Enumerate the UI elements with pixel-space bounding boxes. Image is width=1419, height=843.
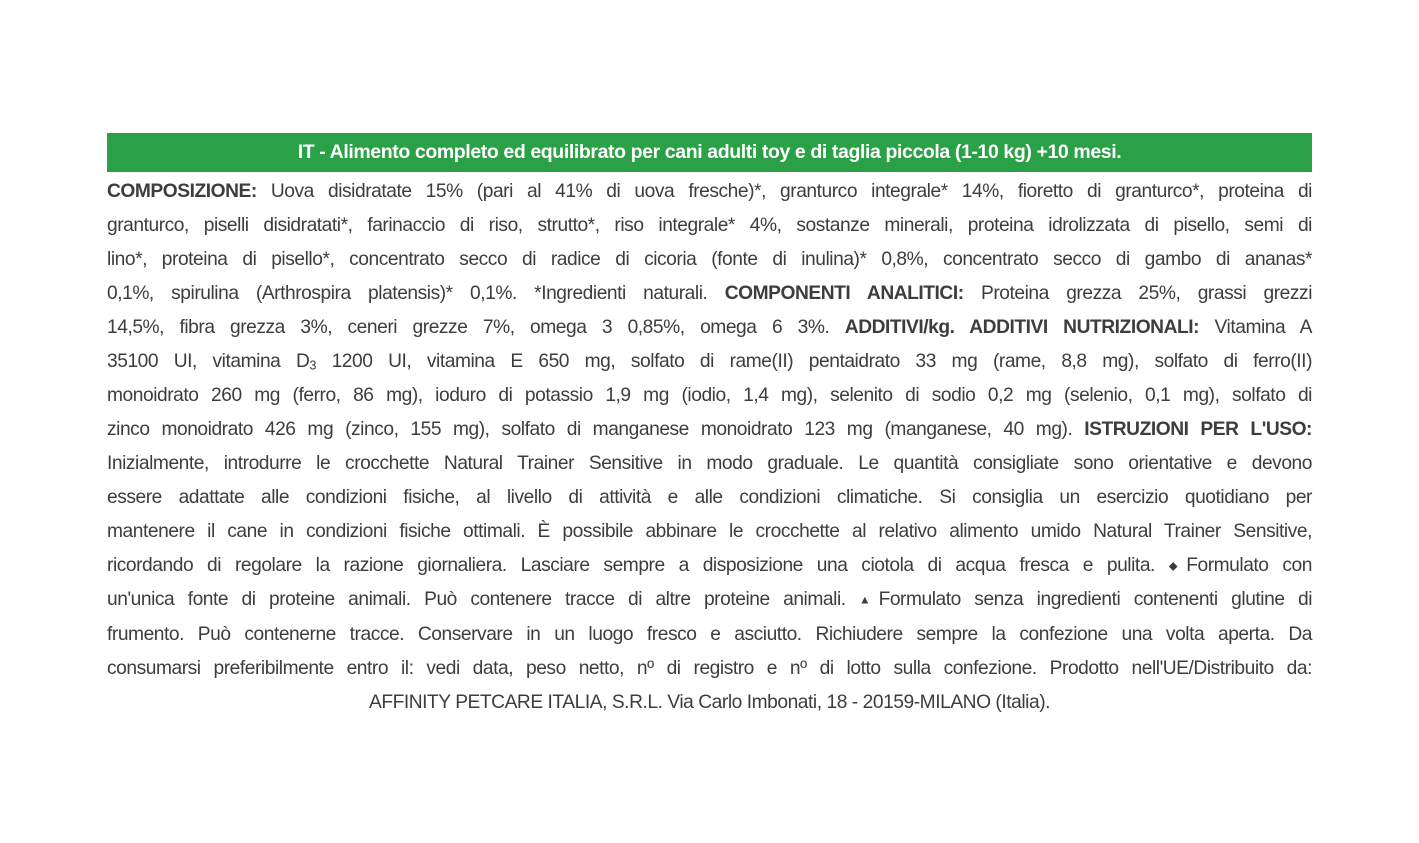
text-run: granturco, piselli disidratati*, farinaccio di riso, strutto*, riso integrale* 4%, sostanze minerali, proteina idrolizzata di pisello, semi di (107, 215, 1312, 236)
text-line (107, 481, 1312, 515)
text-run: Formulato con (1186, 555, 1312, 576)
text-run: mantenere il cane in condizioni fisiche ottimali. È possibile abbinare le crocchette al relativo alimento umido Natural Trainer Sensitive, (107, 521, 1312, 542)
text-line (107, 583, 1312, 617)
text-run: lino*, proteina di pisello*, concentrato secco di radice di cicoria (fonte di inulina)* 0,8%, concentrato secco di gambo di ananas* (107, 249, 1312, 270)
text-run: consumarsi preferibilmente entro il: vedi data, peso netto, nº di registro e nº di lotto sulla confezione. Prodotto nell'UE/Distribuito da: (107, 657, 1312, 679)
text-run: frumento. Può contenerne tracce. Conservare in un luogo fresco e asciutto. Richiudere sempre la confezione una volta aperta. Da (107, 623, 1312, 645)
text-run: essere adattate alle condizioni fisiche, al livello di attività e alle condizioni climatiche. Si consiglia un esercizio quotidiano per (107, 487, 1312, 508)
text-run: 35100 UI, vitamina D (107, 351, 310, 372)
label-body (107, 175, 1312, 720)
text-line (107, 618, 1312, 652)
section-heading-componenti: COMPONENTI ANALITICI: (724, 283, 964, 304)
text-line (107, 652, 1312, 686)
text-run: 1200 UI, vitamina E 650 mg, solfato di rame(II) pentaidrato 33 mg (rame, 8,8 mg), solfato di ferro(II) (315, 351, 1313, 372)
text-run: ricordando di regolare la razione giornaliera. Lasciare sempre a disposizione una ciotola di acqua fresca e pulita. (107, 555, 1169, 576)
text-line (107, 209, 1312, 243)
section-heading-additivi: ADDITIVI/kg. ADDITIVI NUTRIZIONALI: (844, 317, 1200, 338)
text-run: Proteina grezza 25%, grassi grezzi (963, 283, 1313, 304)
label-panel (107, 133, 1312, 720)
text-line (107, 447, 1312, 481)
text-run: zinco monoidrato 426 mg (zinco, 155 mg), solfato di manganese monoidrato 123 mg (manganese, 40 mg). (107, 419, 1085, 440)
text-line (107, 413, 1312, 447)
text-run: Inizialmente, introdurre le crocchette Natural Trainer Sensitive in modo graduale. Le quantità consigliate sono orientative e devono (107, 453, 1312, 474)
text-line (107, 515, 1312, 549)
text-run: un'unica fonte di proteine animali. Può contenere tracce di altre proteine animali. (107, 589, 860, 611)
section-heading-istruzioni: ISTRUZIONI PER L'USO: (1084, 419, 1312, 440)
banner-title: IT - Alimento completo ed equilibrato per cani adulti toy e di taglia piccola (1-10 kg) +10 mesi. (297, 141, 1122, 163)
text-run: 14,5%, fibra grezza 3%, ceneri grezze 7%, omega 3 0,85%, omega 6 3%. (107, 317, 845, 338)
text-line (107, 243, 1312, 277)
text-run: Formulato senza ingredienti contenenti glutine di (878, 589, 1313, 611)
section-heading-composizione: COMPOSIZIONE: (107, 181, 257, 202)
text-run: Vitamina A (1199, 317, 1312, 338)
text-line (107, 379, 1312, 413)
text-line (107, 311, 1312, 345)
text-run: Uova disidratate 15% (pari al 41% di uova fresche)*, granturco integrale* 14%, fioretto di granturco*, proteina di (256, 181, 1312, 202)
text-line (107, 549, 1312, 583)
diamond-icon: ◆ (1168, 560, 1187, 573)
distributor-line (107, 686, 1312, 720)
title-banner (107, 133, 1312, 172)
text-run: monoidrato 260 mg (ferro, 86 mg), ioduro di potassio 1,9 mg (iodio, 1,4 mg), selenito di sodio 0,2 mg (selenio, 0,1 mg), solfato di (107, 385, 1312, 406)
text-run: 0,1%, spirulina (Arthrospira platensis)* 0,1%. *Ingredienti naturali. (107, 283, 725, 304)
text-run: AFFINITY PETCARE ITALIA, S.R.L. Via Carlo Imbonati, 18 - 20159-MILANO (Italia). (368, 691, 1051, 713)
text-line (107, 175, 1312, 209)
subscript-3: 3 (309, 358, 316, 373)
text-line (107, 345, 1312, 379)
triangle-icon: ▲ (859, 594, 879, 607)
text-line (107, 277, 1312, 311)
